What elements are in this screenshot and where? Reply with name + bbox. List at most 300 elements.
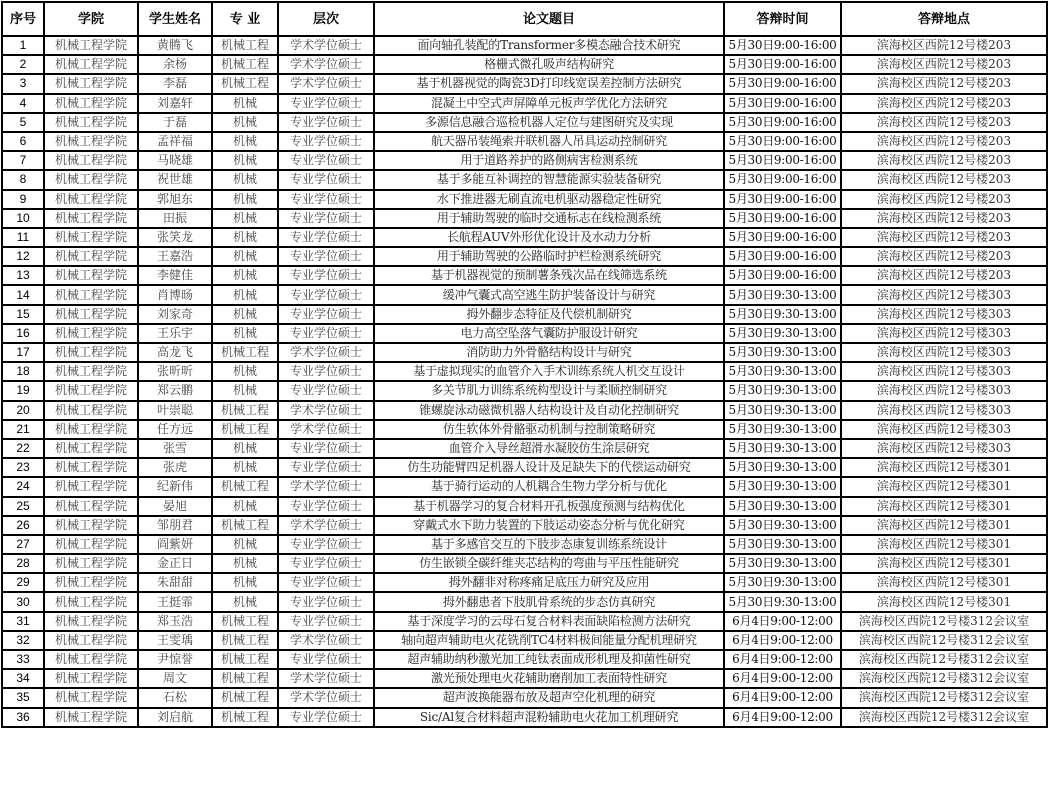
cell-college[interactable]: 机械工程学院 [44,132,138,151]
cell-major[interactable]: 机械 [212,458,278,477]
cell-index[interactable]: 23 [2,458,44,477]
cell-degree-level[interactable]: 学术学位硕士 [278,669,374,688]
cell-defense-place[interactable]: 滨海校区西院12号楼303 [841,439,1047,458]
cell-degree-level[interactable]: 专业学位硕士 [278,266,374,285]
cell-thesis-title[interactable]: 电力高空坠落气囊防护服设计研究 [374,324,724,343]
table-row [2,94,1047,113]
cell-degree-level[interactable]: 专业学位硕士 [278,497,374,516]
cell-college[interactable]: 机械工程学院 [44,190,138,209]
cell-defense-time[interactable]: 5月30日9:00-16:00 [724,55,841,74]
cell-degree-level[interactable]: 学术学位硕士 [278,420,374,439]
cell-major[interactable]: 机械 [212,94,278,113]
cell-defense-time[interactable]: 5月30日9:00-16:00 [724,190,841,209]
cell-student-name[interactable]: 王乐宇 [138,324,212,343]
cell-defense-time[interactable]: 5月30日9:00-16:00 [724,266,841,285]
cell-defense-place[interactable]: 滨海校区西院12号楼303 [841,324,1047,343]
cell-major[interactable]: 机械 [212,113,278,132]
cell-defense-place[interactable]: 滨海校区西院12号楼312会议室 [841,612,1047,631]
cell-degree-level[interactable]: 专业学位硕士 [278,132,374,151]
cell-college[interactable]: 机械工程学院 [44,650,138,669]
cell-major[interactable]: 机械工程 [212,516,278,535]
cell-index[interactable]: 9 [2,190,44,209]
cell-defense-place[interactable]: 滨海校区西院12号楼301 [841,592,1047,611]
cell-index[interactable]: 36 [2,708,44,727]
cell-major[interactable]: 机械 [212,497,278,516]
cell-thesis-title[interactable]: 激光预处理电火花辅助磨削加工表面特性研究 [374,669,724,688]
cell-defense-time[interactable]: 6月4日9:00-12:00 [724,669,841,688]
cell-degree-level[interactable]: 专业学位硕士 [278,285,374,304]
cell-defense-place[interactable]: 滨海校区西院12号楼301 [841,535,1047,554]
cell-degree-level[interactable]: 专业学位硕士 [278,228,374,247]
cell-defense-place[interactable]: 滨海校区西院12号楼203 [841,94,1047,113]
cell-college[interactable]: 机械工程学院 [44,458,138,477]
cell-student-name[interactable]: 马晓雄 [138,151,212,170]
cell-major[interactable]: 机械 [212,190,278,209]
cell-college[interactable]: 机械工程学院 [44,55,138,74]
cell-index[interactable]: 17 [2,343,44,362]
cell-college[interactable]: 机械工程学院 [44,170,138,189]
cell-major[interactable]: 机械工程 [212,74,278,93]
cell-index[interactable]: 25 [2,497,44,516]
cell-student-name[interactable]: 黄腾飞 [138,36,212,55]
cell-degree-level[interactable]: 专业学位硕士 [278,362,374,381]
cell-student-name[interactable]: 叶崇聪 [138,401,212,420]
cell-defense-time[interactable]: 5月30日9:30-13:00 [724,343,841,362]
cell-degree-level[interactable]: 学术学位硕士 [278,477,374,496]
cell-student-name[interactable]: 郑玉浩 [138,612,212,631]
cell-index[interactable]: 10 [2,209,44,228]
cell-college[interactable]: 机械工程学院 [44,477,138,496]
cell-degree-level[interactable]: 学术学位硕士 [278,343,374,362]
cell-index[interactable]: 34 [2,669,44,688]
cell-college[interactable]: 机械工程学院 [44,420,138,439]
cell-defense-place[interactable]: 滨海校区西院12号楼203 [841,228,1047,247]
cell-major[interactable]: 机械 [212,247,278,266]
cell-college[interactable]: 机械工程学院 [44,74,138,93]
cell-defense-time[interactable]: 5月30日9:30-13:00 [724,477,841,496]
cell-student-name[interactable]: 石松 [138,688,212,707]
cell-index[interactable]: 21 [2,420,44,439]
cell-defense-time[interactable]: 5月30日9:00-16:00 [724,94,841,113]
cell-defense-place[interactable]: 滨海校区西院12号楼203 [841,113,1047,132]
cell-thesis-title[interactable]: 航天器吊装绳索并联机器人吊具运动控制研究 [374,132,724,151]
cell-student-name[interactable]: 高龙飞 [138,343,212,362]
cell-thesis-title[interactable]: 基于深度学习的云母石复合材料表面缺陷检测方法研究 [374,612,724,631]
cell-student-name[interactable]: 余杨 [138,55,212,74]
cell-thesis-title[interactable]: 轴向超声辅助电火花铣削TC4材料极间能量分配机理研究 [374,631,724,650]
cell-thesis-title[interactable]: 拇外翻步态特征及代偿机制研究 [374,305,724,324]
cell-defense-place[interactable]: 滨海校区西院12号楼203 [841,74,1047,93]
cell-student-name[interactable]: 张笑龙 [138,228,212,247]
cell-defense-place[interactable]: 滨海校区西院12号楼203 [841,190,1047,209]
cell-index[interactable]: 19 [2,381,44,400]
cell-defense-time[interactable]: 5月30日9:00-16:00 [724,132,841,151]
cell-college[interactable]: 机械工程学院 [44,669,138,688]
cell-defense-place[interactable]: 滨海校区西院12号楼301 [841,516,1047,535]
cell-student-name[interactable]: 李健佳 [138,266,212,285]
cell-student-name[interactable]: 张雪 [138,439,212,458]
cell-index[interactable]: 11 [2,228,44,247]
cell-college[interactable]: 机械工程学院 [44,554,138,573]
cell-defense-place[interactable]: 滨海校区西院12号楼203 [841,151,1047,170]
cell-index[interactable]: 28 [2,554,44,573]
cell-index[interactable]: 12 [2,247,44,266]
cell-degree-level[interactable]: 学术学位硕士 [278,516,374,535]
cell-index[interactable]: 14 [2,285,44,304]
cell-defense-time[interactable]: 5月30日9:30-13:00 [724,381,841,400]
cell-index[interactable]: 5 [2,113,44,132]
cell-defense-place[interactable]: 滨海校区西院12号楼203 [841,36,1047,55]
cell-thesis-title[interactable]: 穿戴式水下助力装置的下肢运动姿态分析与优化研究 [374,516,724,535]
cell-defense-place[interactable]: 滨海校区西院12号楼301 [841,477,1047,496]
cell-degree-level[interactable]: 专业学位硕士 [278,170,374,189]
cell-thesis-title[interactable]: 基于虚拟现实的血管介入手术训练系统人机交互设计 [374,362,724,381]
cell-degree-level[interactable]: 专业学位硕士 [278,458,374,477]
cell-college[interactable]: 机械工程学院 [44,381,138,400]
cell-index[interactable]: 13 [2,266,44,285]
cell-college[interactable]: 机械工程学院 [44,266,138,285]
cell-college[interactable]: 机械工程学院 [44,516,138,535]
cell-degree-level[interactable]: 专业学位硕士 [278,209,374,228]
cell-college[interactable]: 机械工程学院 [44,343,138,362]
cell-index[interactable]: 30 [2,592,44,611]
cell-degree-level[interactable]: 专业学位硕士 [278,612,374,631]
cell-degree-level[interactable]: 专业学位硕士 [278,554,374,573]
cell-thesis-title[interactable]: 多关节肌力训练系统构型设计与柔顺控制研究 [374,381,724,400]
cell-student-name[interactable]: 尹惊誉 [138,650,212,669]
cell-college[interactable]: 机械工程学院 [44,228,138,247]
cell-student-name[interactable]: 张昕昕 [138,362,212,381]
cell-major[interactable]: 机械 [212,132,278,151]
cell-defense-time[interactable]: 6月4日9:00-12:00 [724,631,841,650]
cell-major[interactable]: 机械工程 [212,36,278,55]
cell-degree-level[interactable]: 专业学位硕士 [278,535,374,554]
cell-college[interactable]: 机械工程学院 [44,631,138,650]
cell-degree-level[interactable]: 学术学位硕士 [278,55,374,74]
cell-thesis-title[interactable]: 锥螺旋泳动磁微机器人结构设计及自动化控制研究 [374,401,724,420]
cell-degree-level[interactable]: 学术学位硕士 [278,401,374,420]
cell-major[interactable]: 机械 [212,439,278,458]
cell-defense-place[interactable]: 滨海校区西院12号楼203 [841,132,1047,151]
cell-student-name[interactable]: 于磊 [138,113,212,132]
cell-major[interactable]: 机械 [212,592,278,611]
cell-college[interactable]: 机械工程学院 [44,247,138,266]
cell-college[interactable]: 机械工程学院 [44,497,138,516]
cell-index[interactable]: 20 [2,401,44,420]
cell-defense-place[interactable]: 滨海校区西院12号楼301 [841,573,1047,592]
cell-defense-place[interactable]: 滨海校区西院12号楼301 [841,554,1047,573]
cell-index[interactable]: 32 [2,631,44,650]
defense-schedule-table [1,1,1048,728]
cell-major[interactable]: 机械 [212,305,278,324]
cell-index[interactable]: 27 [2,535,44,554]
header-degree-level: 层次 [278,2,374,36]
cell-defense-time[interactable]: 5月30日9:30-13:00 [724,420,841,439]
cell-defense-place[interactable]: 滨海校区西院12号楼303 [841,401,1047,420]
cell-thesis-title[interactable]: 混凝土中空式声屏障单元板声学优化方法研究 [374,94,724,113]
cell-major[interactable]: 机械 [212,381,278,400]
cell-thesis-title[interactable]: 水下推进器无刷直流电机驱动器稳定性研究 [374,190,724,209]
cell-degree-level[interactable]: 专业学位硕士 [278,94,374,113]
table-row [2,381,1047,400]
cell-student-name[interactable]: 田振 [138,209,212,228]
cell-defense-place[interactable]: 滨海校区西院12号楼303 [841,285,1047,304]
cell-index[interactable]: 33 [2,650,44,669]
cell-major[interactable]: 机械 [212,266,278,285]
cell-thesis-title[interactable]: 超声波换能器布放及超声空化机理的研究 [374,688,724,707]
cell-college[interactable]: 机械工程学院 [44,362,138,381]
cell-major[interactable]: 机械 [212,151,278,170]
table-row [2,401,1047,420]
cell-degree-level[interactable]: 学术学位硕士 [278,631,374,650]
cell-major[interactable]: 机械 [212,170,278,189]
cell-defense-time[interactable]: 5月30日9:30-13:00 [724,535,841,554]
cell-defense-time[interactable]: 5月30日9:30-13:00 [724,458,841,477]
cell-college[interactable]: 机械工程学院 [44,688,138,707]
cell-major[interactable]: 机械 [212,324,278,343]
cell-student-name[interactable]: 朱甜甜 [138,573,212,592]
cell-thesis-title[interactable]: 缓冲气囊式高空逃生防护装备设计与研究 [374,285,724,304]
cell-college[interactable]: 机械工程学院 [44,113,138,132]
cell-major[interactable]: 机械工程 [212,55,278,74]
cell-college[interactable]: 机械工程学院 [44,439,138,458]
cell-degree-level[interactable]: 专业学位硕士 [278,247,374,266]
cell-thesis-title[interactable]: 仿生嵌锁全碳纤维夹芯结构的弯曲与平压性能研究 [374,554,724,573]
cell-defense-time[interactable]: 5月30日9:00-16:00 [724,151,841,170]
cell-defense-place[interactable]: 滨海校区西院12号楼312会议室 [841,650,1047,669]
cell-index[interactable]: 6 [2,132,44,151]
cell-major[interactable]: 机械 [212,362,278,381]
cell-thesis-title[interactable]: 用于辅助驾驶的公路临时护栏检测系统研究 [374,247,724,266]
cell-major[interactable]: 机械工程 [212,612,278,631]
cell-defense-time[interactable]: 5月30日9:00-16:00 [724,209,841,228]
cell-major[interactable]: 机械工程 [212,708,278,727]
cell-student-name[interactable]: 任方远 [138,420,212,439]
cell-degree-level[interactable]: 专业学位硕士 [278,381,374,400]
cell-index[interactable]: 7 [2,151,44,170]
cell-defense-time[interactable]: 5月30日9:00-16:00 [724,247,841,266]
cell-degree-level[interactable]: 专业学位硕士 [278,190,374,209]
cell-thesis-title[interactable]: 仿生软体外骨骼驱动机制与控制策略研究 [374,420,724,439]
cell-student-name[interactable]: 王挺霏 [138,592,212,611]
cell-thesis-title[interactable]: 用于辅助驾驶的临时交通标志在线检测系统 [374,209,724,228]
table-row [2,209,1047,228]
cell-thesis-title[interactable]: 多源信息融合巡检机器人定位与建图研究及实现 [374,113,724,132]
cell-degree-level[interactable]: 学术学位硕士 [278,688,374,707]
cell-thesis-title[interactable]: 血管介入导丝超滑水凝胶仿生涂层研究 [374,439,724,458]
cell-student-name[interactable]: 金正日 [138,554,212,573]
cell-index[interactable]: 18 [2,362,44,381]
table-row [2,612,1047,631]
cell-student-name[interactable]: 李磊 [138,74,212,93]
table-row [2,151,1047,170]
cell-student-name[interactable]: 刘启航 [138,708,212,727]
cell-defense-time[interactable]: 5月30日9:30-13:00 [724,554,841,573]
cell-thesis-title[interactable]: Sic/Al复合材料超声混粉辅助电火花加工机理研究 [374,708,724,727]
cell-college[interactable]: 机械工程学院 [44,612,138,631]
cell-major[interactable]: 机械工程 [212,669,278,688]
cell-student-name[interactable]: 邹朋君 [138,516,212,535]
cell-defense-place[interactable]: 滨海校区西院12号楼303 [841,343,1047,362]
cell-defense-time[interactable]: 5月30日9:00-16:00 [724,74,841,93]
cell-student-name[interactable]: 肖博旸 [138,285,212,304]
cell-thesis-title[interactable]: 拇外翻非对称疼痛足底压力研究及应用 [374,573,724,592]
cell-college[interactable]: 机械工程学院 [44,535,138,554]
cell-college[interactable]: 机械工程学院 [44,36,138,55]
cell-defense-time[interactable]: 5月30日9:00-16:00 [724,113,841,132]
cell-defense-time[interactable]: 5月30日9:30-13:00 [724,592,841,611]
cell-index[interactable]: 3 [2,74,44,93]
cell-defense-place[interactable]: 滨海校区西院12号楼203 [841,209,1047,228]
cell-index[interactable]: 1 [2,36,44,55]
cell-major[interactable]: 机械工程 [212,420,278,439]
cell-thesis-title[interactable]: 格栅式微孔吸声结构研究 [374,55,724,74]
cell-defense-time[interactable]: 5月30日9:30-13:00 [724,497,841,516]
cell-thesis-title[interactable]: 超声辅助纳秒激光加工纯钛表面成形机理及抑菌性研究 [374,650,724,669]
cell-thesis-title[interactable]: 消防助力外骨骼结构设计与研究 [374,343,724,362]
cell-student-name[interactable]: 孟祥福 [138,132,212,151]
cell-defense-time[interactable]: 5月30日9:30-13:00 [724,573,841,592]
cell-defense-place[interactable]: 滨海校区西院12号楼301 [841,497,1047,516]
cell-degree-level[interactable]: 专业学位硕士 [278,708,374,727]
cell-student-name[interactable]: 周文 [138,669,212,688]
cell-degree-level[interactable]: 专业学位硕士 [278,592,374,611]
cell-defense-place[interactable]: 滨海校区西院12号楼203 [841,266,1047,285]
cell-defense-place[interactable]: 滨海校区西院12号楼301 [841,458,1047,477]
cell-degree-level[interactable]: 专业学位硕士 [278,439,374,458]
table-row [2,113,1047,132]
cell-student-name[interactable]: 纪新伟 [138,477,212,496]
cell-defense-time[interactable]: 5月30日9:30-13:00 [724,285,841,304]
cell-defense-place[interactable]: 滨海校区西院12号楼303 [841,305,1047,324]
cell-index[interactable]: 35 [2,688,44,707]
cell-defense-place[interactable]: 滨海校区西院12号楼312会议室 [841,708,1047,727]
cell-defense-time[interactable]: 5月30日9:00-16:00 [724,36,841,55]
cell-defense-place[interactable]: 滨海校区西院12号楼303 [841,420,1047,439]
cell-defense-place[interactable]: 滨海校区西院12号楼303 [841,362,1047,381]
cell-defense-time[interactable]: 6月4日9:00-12:00 [724,612,841,631]
cell-index[interactable]: 24 [2,477,44,496]
cell-defense-time[interactable]: 5月30日9:30-13:00 [724,516,841,535]
cell-college[interactable]: 机械工程学院 [44,94,138,113]
header-index: 序号 [2,2,44,36]
cell-college[interactable]: 机械工程学院 [44,573,138,592]
cell-major[interactable]: 机械 [212,573,278,592]
table-row [2,497,1047,516]
cell-index[interactable]: 15 [2,305,44,324]
cell-degree-level[interactable]: 专业学位硕士 [278,573,374,592]
cell-major[interactable]: 机械工程 [212,650,278,669]
cell-major[interactable]: 机械工程 [212,477,278,496]
cell-student-name[interactable]: 阎紫妍 [138,535,212,554]
cell-degree-level[interactable]: 专业学位硕士 [278,650,374,669]
cell-index[interactable]: 4 [2,94,44,113]
cell-defense-place[interactable]: 滨海校区西院12号楼303 [841,381,1047,400]
cell-college[interactable]: 机械工程学院 [44,592,138,611]
cell-thesis-title[interactable]: 面向轴孔装配的Transformer多模态融合技术研究 [374,36,724,55]
cell-index[interactable]: 2 [2,55,44,74]
cell-thesis-title[interactable]: 仿生功能臂四足机器人设计及足缺失下的代偿运动研究 [374,458,724,477]
cell-major[interactable]: 机械工程 [212,688,278,707]
cell-defense-time[interactable]: 5月30日9:30-13:00 [724,439,841,458]
cell-degree-level[interactable]: 专业学位硕士 [278,324,374,343]
cell-student-name[interactable]: 张虎 [138,458,212,477]
cell-student-name[interactable]: 刘嘉轩 [138,94,212,113]
cell-defense-place[interactable]: 滨海校区西院12号楼312会议室 [841,669,1047,688]
cell-college[interactable]: 机械工程学院 [44,209,138,228]
cell-degree-level[interactable]: 学术学位硕士 [278,36,374,55]
cell-defense-time[interactable]: 6月4日9:00-12:00 [724,708,841,727]
cell-thesis-title[interactable]: 基于骑行运动的人机耦合生物力学分析与优化 [374,477,724,496]
cell-thesis-title[interactable]: 拇外翻患者下肢肌骨系统的步态仿真研究 [374,592,724,611]
cell-index[interactable]: 26 [2,516,44,535]
cell-defense-time[interactable]: 5月30日9:30-13:00 [724,305,841,324]
cell-index[interactable]: 22 [2,439,44,458]
cell-student-name[interactable]: 王雯瑀 [138,631,212,650]
cell-college[interactable]: 机械工程学院 [44,151,138,170]
table-row [2,650,1047,669]
cell-degree-level[interactable]: 专业学位硕士 [278,113,374,132]
cell-college[interactable]: 机械工程学院 [44,401,138,420]
cell-thesis-title[interactable]: 基于机器视觉的陶瓷3D打印线宽误差控制方法研究 [374,74,724,93]
cell-defense-place[interactable]: 滨海校区西院12号楼312会议室 [841,688,1047,707]
cell-student-name[interactable]: 刘家奇 [138,305,212,324]
cell-student-name[interactable]: 晏旭 [138,497,212,516]
cell-index[interactable]: 8 [2,170,44,189]
cell-defense-time[interactable]: 5月30日9:30-13:00 [724,324,841,343]
cell-college[interactable]: 机械工程学院 [44,324,138,343]
cell-college[interactable]: 机械工程学院 [44,305,138,324]
cell-defense-time[interactable]: 5月30日9:00-16:00 [724,228,841,247]
cell-degree-level[interactable]: 专业学位硕士 [278,305,374,324]
cell-index[interactable]: 31 [2,612,44,631]
cell-thesis-title[interactable]: 长航程AUV外形优化设计及水动力分析 [374,228,724,247]
cell-major[interactable]: 机械 [212,285,278,304]
cell-student-name[interactable]: 郭旭东 [138,190,212,209]
cell-defense-time[interactable]: 5月30日9:30-13:00 [724,362,841,381]
cell-major[interactable]: 机械 [212,209,278,228]
cell-defense-place[interactable]: 滨海校区西院12号楼203 [841,247,1047,266]
cell-major[interactable]: 机械工程 [212,401,278,420]
cell-student-name[interactable]: 祝世雄 [138,170,212,189]
cell-degree-level[interactable]: 学术学位硕士 [278,74,374,93]
cell-defense-time[interactable]: 5月30日9:00-16:00 [724,170,841,189]
cell-college[interactable]: 机械工程学院 [44,708,138,727]
cell-defense-place[interactable]: 滨海校区西院12号楼312会议室 [841,631,1047,650]
cell-major[interactable]: 机械 [212,535,278,554]
cell-index[interactable]: 16 [2,324,44,343]
cell-major[interactable]: 机械工程 [212,631,278,650]
cell-thesis-title[interactable]: 基于机器学习的复合材料开孔板强度预测与结构优化 [374,497,724,516]
cell-thesis-title[interactable]: 用于道路养护的路侧病害检测系统 [374,151,724,170]
cell-thesis-title[interactable]: 基于多感官交互的下肢步态康复训练系统设计 [374,535,724,554]
cell-defense-place[interactable]: 滨海校区西院12号楼203 [841,55,1047,74]
cell-thesis-title[interactable]: 基于机器视觉的预制薯条残次品在线筛选系统 [374,266,724,285]
cell-index[interactable]: 29 [2,573,44,592]
cell-thesis-title[interactable]: 基于多能互补调控的智慧能源实验装备研究 [374,170,724,189]
cell-defense-place[interactable]: 滨海校区西院12号楼203 [841,170,1047,189]
cell-degree-level[interactable]: 专业学位硕士 [278,151,374,170]
cell-defense-time[interactable]: 5月30日9:30-13:00 [724,401,841,420]
cell-student-name[interactable]: 王嘉浩 [138,247,212,266]
cell-college[interactable]: 机械工程学院 [44,285,138,304]
cell-defense-time[interactable]: 6月4日9:00-12:00 [724,650,841,669]
cell-major[interactable]: 机械 [212,554,278,573]
cell-student-name[interactable]: 郑云鹏 [138,381,212,400]
cell-defense-time[interactable]: 6月4日9:00-12:00 [724,688,841,707]
cell-major[interactable]: 机械 [212,228,278,247]
cell-major[interactable]: 机械工程 [212,343,278,362]
